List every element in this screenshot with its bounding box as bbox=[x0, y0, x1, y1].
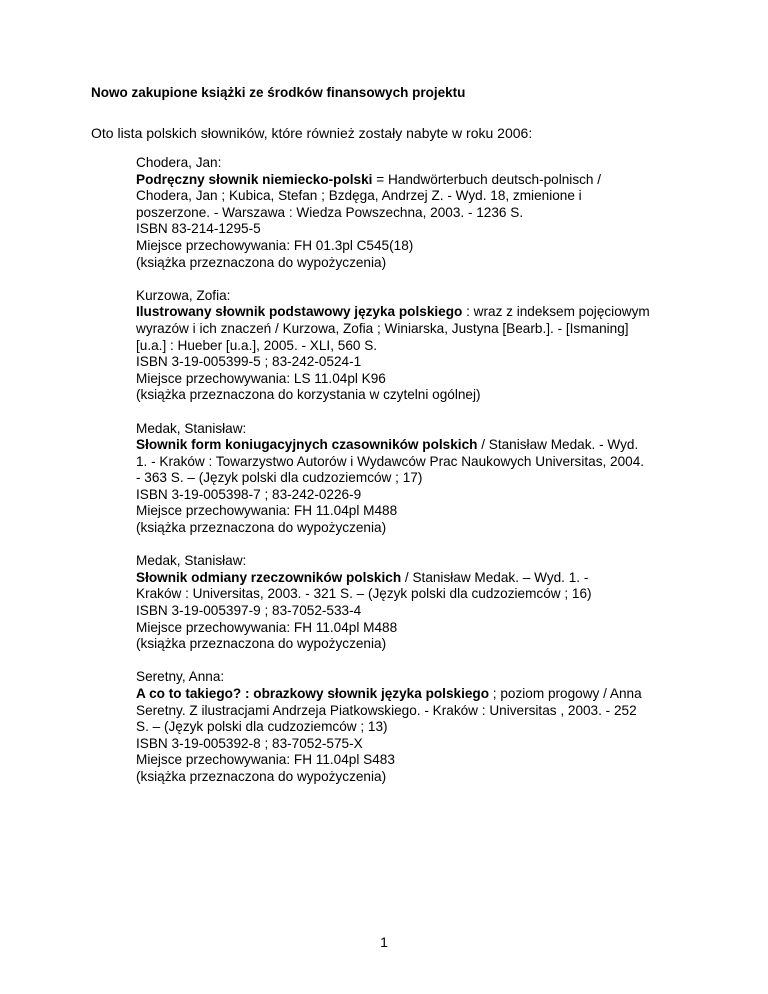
book-title-rest: ; poziom progowy / Anna bbox=[489, 686, 642, 701]
book-title-line bbox=[136, 172, 696, 189]
book-location: Miejsce przechowywania: FH 11.04pl M488 bbox=[136, 619, 398, 635]
book-title-rest: : wraz z indeksem pojęciowym bbox=[462, 304, 650, 320]
book-isbn: ISBN 3-19-005399-5 ; 83-242-0524-1 bbox=[136, 354, 362, 370]
book-description: - 363 S. – (Język polski dla cudzoziemców ; 17) bbox=[136, 470, 423, 486]
book-title-line bbox=[136, 570, 696, 587]
book-title: Słownik form koniugacyjnych czasowników polskich bbox=[136, 437, 478, 453]
book-title: Słownik odmiany rzeczowników polskich bbox=[136, 569, 402, 585]
book-availability: (książka przeznaczona do wypożyczenia) bbox=[136, 254, 387, 270]
book-title: Ilustrowany słownik podstawowy języka polskiego bbox=[136, 304, 463, 320]
book-title: A co to takiego? : obrazkowy słownik języka polskiego bbox=[136, 686, 490, 701]
book-author: Chodera, Jan: bbox=[136, 155, 222, 170]
book-author: Seretny, Anna: bbox=[136, 669, 225, 685]
book-entry bbox=[136, 421, 696, 537]
book-title-line bbox=[136, 304, 696, 321]
book-author: Medak, Stanisław: bbox=[136, 420, 247, 436]
book-list bbox=[136, 155, 696, 802]
book-title-rest: / Stanisław Medak. - Wyd. bbox=[477, 437, 639, 453]
book-isbn: ISBN 3-19-005398-7 ; 83-242-0226-9 bbox=[136, 486, 362, 502]
book-isbn: ISBN 3-19-005392-8 ; 83-7052-575-X bbox=[136, 735, 363, 751]
book-location: Miejsce przechowywania: LS 11.04pl K96 bbox=[136, 370, 386, 386]
book-entry bbox=[136, 669, 696, 785]
book-availability: (książka przeznaczona do wypożyczenia) bbox=[136, 636, 387, 652]
intro-text: Oto lista polskich słowników, które również zostały nabyte w roku 2006: bbox=[91, 125, 533, 141]
book-description: 1. - Kraków : Towarzystwo Autorów i Wydawców Prac Naukowych Universitas, 2004. bbox=[136, 453, 645, 469]
book-title: Podręczny słownik niemiecko-polski bbox=[136, 171, 373, 187]
book-description: Kraków : Universitas, 2003. - 321 S. – (Język polski dla cudzoziemców ; 16) bbox=[136, 586, 592, 602]
book-availability: (książka przeznaczona do wypożyczenia) bbox=[136, 768, 387, 784]
book-description: Chodera, Jan ; Kubica, Stefan ; Bzdęga, Andrzej Z. - Wyd. 18, zmienione i bbox=[136, 188, 582, 204]
book-author: Medak, Stanisław: bbox=[136, 553, 247, 569]
book-description: Seretny. Z ilustracjami Andrzeja Piatkowskiego. - Kraków : Universitas , 2003. - 252 bbox=[136, 702, 637, 718]
book-entry bbox=[136, 288, 696, 404]
book-title-line bbox=[136, 686, 696, 703]
book-title-line bbox=[136, 437, 696, 454]
book-isbn: ISBN 3-19-005397-9 ; 83-7052-533-4 bbox=[136, 603, 362, 619]
book-description: poszerzone. - Warszawa : Wiedza Powszechna, 2003. - 1236 S. bbox=[136, 204, 524, 220]
book-author: Kurzowa, Zofia: bbox=[136, 287, 231, 303]
book-location: Miejsce przechowywania: FH 11.04pl M488 bbox=[136, 503, 398, 519]
book-description: S. – (Język polski dla cudzoziemców ; 13) bbox=[136, 719, 388, 735]
book-location: Miejsce przechowywania: FH 11.04pl S483 bbox=[136, 752, 395, 768]
book-availability: (książka przeznaczona do korzystania w czytelni ogólnej) bbox=[136, 387, 481, 403]
page-number: 1 bbox=[380, 934, 388, 950]
book-description: [u.a.] : Hueber [u.a.], 2005. - XLI, 560 S. bbox=[136, 337, 378, 353]
book-entry bbox=[136, 155, 696, 271]
book-location: Miejsce przechowywania: FH 01.3pl C545(18) bbox=[136, 237, 414, 253]
book-availability: (książka przeznaczona do wypożyczenia) bbox=[136, 520, 387, 536]
book-isbn: ISBN 83-214-1295-5 bbox=[136, 221, 261, 237]
book-description: wyrazów i ich znaczeń / Kurzowa, Zofia ; Winiarska, Justyna [Bearb.]. - [Ismaning] bbox=[136, 320, 629, 336]
book-title-rest: = Handwörterbuch deutsch-polnisch / bbox=[372, 171, 602, 187]
page-heading: Nowo zakupione książki ze środków finansowych projektu bbox=[91, 85, 466, 100]
book-title-rest: / Stanisław Medak. – Wyd. 1. - bbox=[401, 569, 589, 585]
book-entry bbox=[136, 553, 696, 653]
